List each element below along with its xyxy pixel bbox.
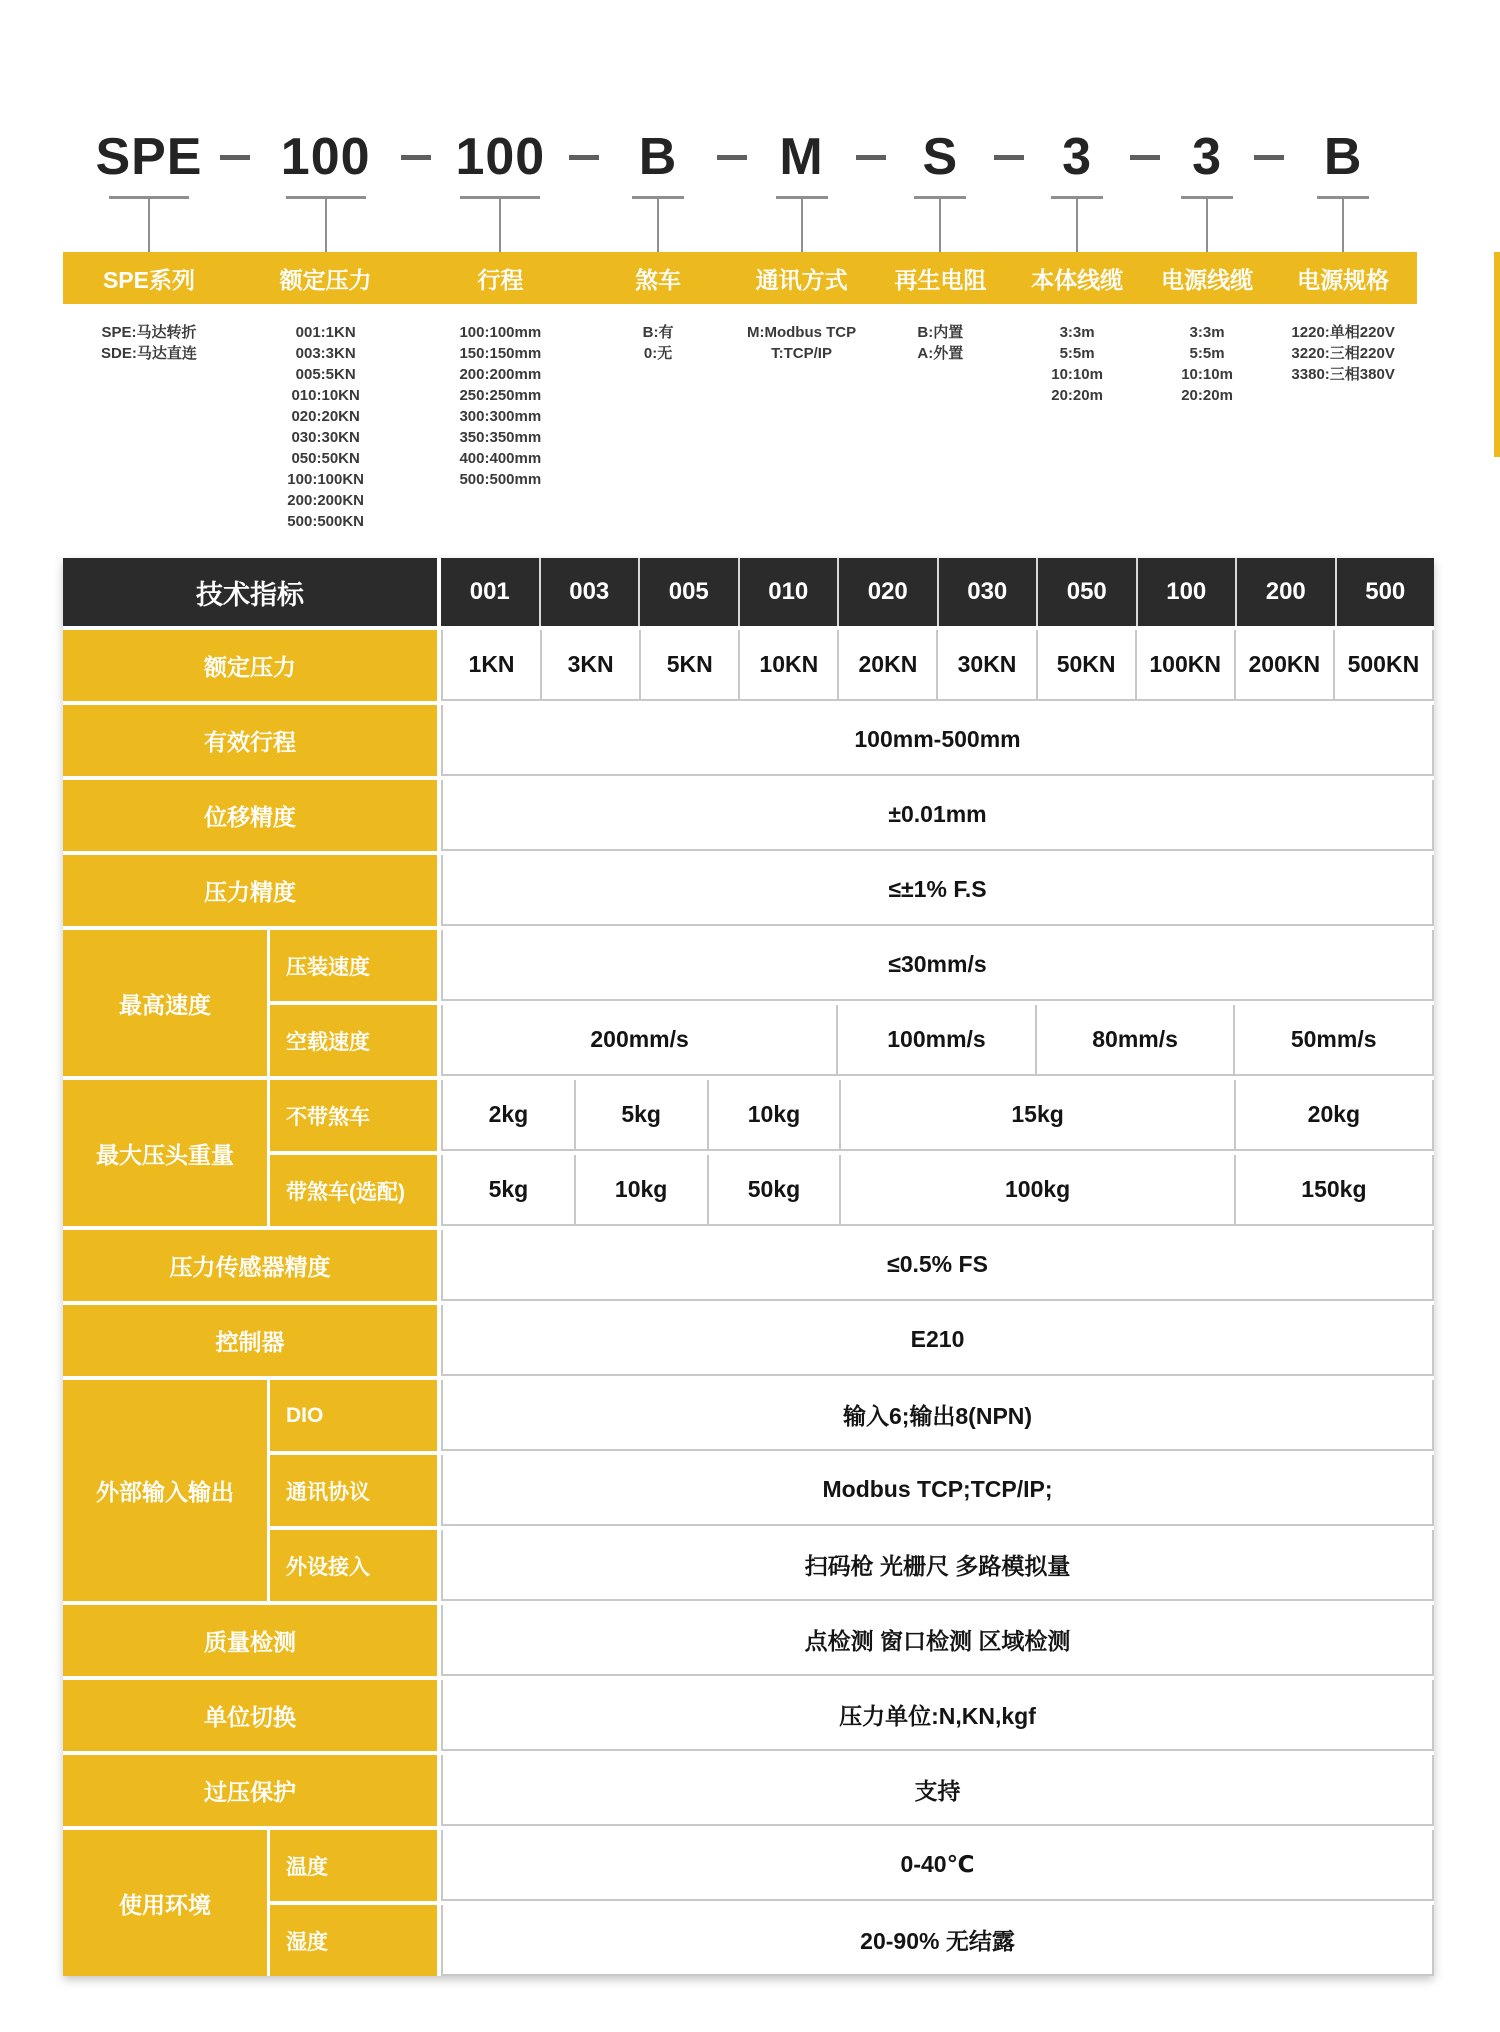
- category-label: 电源线缆: [1145, 252, 1270, 304]
- header-columns: [441, 558, 1434, 626]
- row-cell: 5KN: [641, 630, 740, 699]
- row-cell: 点检测 窗口检测 区域检测: [443, 1605, 1434, 1674]
- row-cells: [441, 1680, 1434, 1751]
- option-item: 100:100KN: [287, 471, 365, 488]
- option-item: 10:10m: [1051, 366, 1103, 383]
- row-label: 压力精度: [63, 855, 437, 926]
- sub-row-label: 温度: [270, 1830, 437, 1901]
- code-segment: SPE: [95, 128, 203, 186]
- group-label: 外部输入输出: [63, 1380, 267, 1601]
- sub-row: [270, 1455, 1434, 1526]
- option-item: B:内置: [917, 324, 964, 341]
- option-item: B:有: [642, 324, 674, 341]
- row-cell: 50KN: [1038, 630, 1137, 699]
- option-list: [871, 304, 1009, 532]
- row-cell: 50kg: [709, 1155, 842, 1224]
- category-label: 行程: [416, 252, 584, 304]
- marker-vline: [801, 199, 803, 252]
- option-item: 050:50KN: [291, 450, 360, 467]
- sub-row-label: 外设接入: [270, 1530, 437, 1601]
- option-item: 20:20m: [1181, 387, 1233, 404]
- code-segment: B: [638, 128, 678, 186]
- row-cell: 100mm-500mm: [443, 705, 1434, 774]
- row-cells: [441, 1230, 1434, 1301]
- code-dash: [569, 155, 599, 160]
- row-cell: 80mm/s: [1037, 1005, 1236, 1074]
- row-cell: ≤30mm/s: [443, 930, 1434, 999]
- code-dash: [1130, 155, 1160, 160]
- row-cells: [441, 780, 1434, 851]
- marker-vline: [1342, 199, 1344, 252]
- row-cell: ±0.01mm: [443, 780, 1434, 849]
- sub-row: [270, 930, 1434, 1001]
- spec-row: [63, 630, 1434, 701]
- header-col: 020: [837, 558, 937, 626]
- option-item: 150:150mm: [459, 345, 542, 362]
- sub-row: [270, 1830, 1434, 1901]
- code-dash: [401, 155, 431, 160]
- option-item: 001:1KN: [295, 324, 356, 341]
- row-cell: 3KN: [542, 630, 641, 699]
- header-col: 200: [1235, 558, 1335, 626]
- group-label: 使用环境: [63, 1830, 267, 1976]
- spec-row: [63, 1605, 1434, 1676]
- row-cells: [441, 855, 1434, 926]
- row-cell: 500KN: [1335, 630, 1434, 699]
- row-cell: 1KN: [443, 630, 542, 699]
- code-marker: [416, 196, 584, 252]
- code-segment: 100: [455, 128, 546, 186]
- option-list: [732, 304, 871, 532]
- group-row: [63, 930, 1434, 1076]
- row-label: 有效行程: [63, 705, 437, 776]
- marker-vline: [939, 199, 941, 252]
- row-cell: 5kg: [443, 1155, 576, 1224]
- row-cells: [441, 630, 1434, 701]
- code-dash: [717, 155, 747, 160]
- code-segment: M: [779, 128, 824, 186]
- row-label: 额定压力: [63, 630, 437, 701]
- code-segment: S: [922, 128, 959, 186]
- code-marker: [63, 196, 235, 252]
- code-dash: [994, 155, 1024, 160]
- option-item: 1220:单相220V: [1291, 324, 1395, 341]
- sub-row-label: 不带煞车: [270, 1080, 437, 1151]
- code-dash: [856, 155, 886, 160]
- row-cell: 20KN: [839, 630, 938, 699]
- option-item: 200:200KN: [287, 492, 365, 509]
- option-item: 350:350mm: [459, 429, 542, 446]
- row-cells: [441, 1080, 1434, 1151]
- option-list: [63, 304, 235, 532]
- code-dash: [220, 155, 250, 160]
- row-label: 压力传感器精度: [63, 1230, 437, 1301]
- accent-strip: [1494, 252, 1500, 457]
- option-item: 300:300mm: [459, 408, 542, 425]
- row-cell: 支持: [443, 1755, 1434, 1824]
- sub-row: [270, 1905, 1434, 1976]
- group-label: 最高速度: [63, 930, 267, 1076]
- row-cell: 100KN: [1137, 630, 1236, 699]
- row-cell: E210: [443, 1305, 1434, 1374]
- code-marker: [732, 196, 871, 252]
- row-cells: [441, 1455, 1434, 1526]
- category-label: 通讯方式: [732, 252, 871, 304]
- header-col: 100: [1136, 558, 1236, 626]
- code-marker: [235, 196, 416, 252]
- header-col: 003: [539, 558, 639, 626]
- option-item: 020:20KN: [291, 408, 360, 425]
- option-item: 100:100mm: [459, 324, 542, 341]
- row-cell: 输入6;输出8(NPN): [443, 1380, 1434, 1449]
- option-item: 010:10KN: [291, 387, 360, 404]
- row-cells: [441, 1755, 1434, 1826]
- row-cell: Modbus TCP;TCP/IP;: [443, 1455, 1434, 1524]
- option-item: 3:3m: [1189, 324, 1225, 341]
- spec-row: [63, 705, 1434, 776]
- group-label: 最大压头重量: [63, 1080, 267, 1226]
- sub-row: [270, 1080, 1434, 1151]
- group-subrows: [270, 1830, 1434, 1976]
- group-subrows: [270, 930, 1434, 1076]
- option-item: 3:3m: [1059, 324, 1095, 341]
- row-cells: [441, 705, 1434, 776]
- option-list: [1269, 304, 1417, 532]
- spec-row: [63, 855, 1434, 926]
- row-cell: 5kg: [576, 1080, 709, 1149]
- row-cells: [441, 1830, 1434, 1901]
- row-cells: [441, 1605, 1434, 1676]
- spec-row: [63, 1230, 1434, 1301]
- row-cell: 0-40℃: [443, 1830, 1434, 1899]
- code-marker: [871, 196, 1009, 252]
- option-item: 400:400mm: [459, 450, 542, 467]
- row-cell: 150kg: [1236, 1155, 1434, 1224]
- row-cell: ≤0.5% FS: [443, 1230, 1434, 1299]
- header-col: 050: [1036, 558, 1136, 626]
- row-cell: 10kg: [709, 1080, 842, 1149]
- option-item: 10:10m: [1181, 366, 1233, 383]
- option-list: [1009, 304, 1144, 532]
- category-label: 额定压力: [235, 252, 416, 304]
- group-subrows: [270, 1380, 1434, 1601]
- sub-row: [270, 1155, 1434, 1226]
- row-cell: 10kg: [576, 1155, 709, 1224]
- spec-table-header: [63, 558, 1434, 626]
- code-segment: 3: [1192, 128, 1223, 186]
- category-label: 电源规格: [1269, 252, 1417, 304]
- option-item: 0:无: [643, 345, 673, 362]
- row-cell: 50mm/s: [1235, 1005, 1434, 1074]
- row-cells: [441, 930, 1434, 1001]
- option-item: M:Modbus TCP: [746, 324, 857, 341]
- option-item: SDE:马达直连: [101, 345, 197, 362]
- model-code-grid: [63, 118, 1417, 532]
- model-code-section: [63, 118, 1417, 532]
- sub-row-label: 压装速度: [270, 930, 437, 1001]
- code-marker: [1145, 196, 1270, 252]
- row-cell: 2kg: [443, 1080, 576, 1149]
- row-label: 控制器: [63, 1305, 437, 1376]
- option-item: 005:5KN: [295, 366, 356, 383]
- spec-row: [63, 1755, 1434, 1826]
- category-label: 再生电阻: [871, 252, 1009, 304]
- option-item: 5:5m: [1189, 345, 1225, 362]
- code-segment: 100: [280, 128, 371, 186]
- group-row: [63, 1830, 1434, 1976]
- option-item: 500:500KN: [287, 513, 365, 530]
- sub-row-label: 湿度: [270, 1905, 437, 1976]
- row-cell: ≤±1% F.S: [443, 855, 1434, 924]
- group-row: [63, 1080, 1434, 1226]
- row-cells: [441, 1305, 1434, 1376]
- code-marker: [584, 196, 732, 252]
- row-cells: [441, 1905, 1434, 1976]
- row-cells: [441, 1530, 1434, 1601]
- option-item: 500:500mm: [459, 471, 542, 488]
- sub-row: [270, 1530, 1434, 1601]
- option-item: 20:20m: [1051, 387, 1103, 404]
- row-label: 质量检测: [63, 1605, 437, 1676]
- option-item: SPE:马达转折: [101, 324, 197, 341]
- row-cells: [441, 1005, 1434, 1076]
- row-cell: 20-90% 无结露: [443, 1905, 1434, 1974]
- option-item: 3220:三相220V: [1291, 345, 1395, 362]
- option-item: 250:250mm: [459, 387, 542, 404]
- header-col: 001: [469, 578, 510, 605]
- row-cell: 200mm/s: [443, 1005, 838, 1074]
- sub-row-label: 通讯协议: [270, 1455, 437, 1526]
- option-list: [1145, 304, 1270, 532]
- row-cell: 20kg: [1236, 1080, 1434, 1149]
- category-label: 本体线缆: [1009, 252, 1144, 304]
- option-list: [416, 304, 584, 532]
- code-dash: [1254, 155, 1284, 160]
- code-marker: [1009, 196, 1144, 252]
- sub-row-label: 空载速度: [270, 1005, 437, 1076]
- marker-vline: [499, 199, 501, 252]
- code-segment: 3: [1062, 128, 1093, 186]
- row-cell: 扫码枪 光栅尺 多路模拟量: [443, 1530, 1434, 1599]
- row-cell: 100mm/s: [838, 1005, 1037, 1074]
- spec-row: [63, 1305, 1434, 1376]
- row-label: 单位切换: [63, 1680, 437, 1751]
- marker-vline: [1206, 199, 1208, 252]
- row-cell: 10KN: [740, 630, 839, 699]
- group-subrows: [270, 1080, 1434, 1226]
- row-cell: 30KN: [938, 630, 1037, 699]
- option-item: A:外置: [917, 345, 964, 362]
- row-label: 位移精度: [63, 780, 437, 851]
- row-cells: [441, 1380, 1434, 1451]
- option-list: [584, 304, 732, 532]
- option-item: 3380:三相380V: [1291, 366, 1395, 383]
- row-cells: [441, 1155, 1434, 1226]
- marker-vline: [148, 199, 150, 252]
- marker-vline: [325, 199, 327, 252]
- marker-vline: [657, 199, 659, 252]
- sub-row-label: 带煞车(选配): [270, 1155, 437, 1226]
- option-item: 003:3KN: [295, 345, 356, 362]
- spec-table: [63, 558, 1434, 1976]
- marker-vline: [1076, 199, 1078, 252]
- header-col: 010: [738, 558, 838, 626]
- option-item: 200:200mm: [459, 366, 542, 383]
- group-row: [63, 1380, 1434, 1601]
- header-col: 500: [1335, 558, 1435, 626]
- header-col: 005: [638, 558, 738, 626]
- category-label: SPE系列: [63, 252, 235, 304]
- header-col: 030: [937, 558, 1037, 626]
- option-list: [235, 304, 416, 532]
- category-label: 煞车: [584, 252, 732, 304]
- row-label: 过压保护: [63, 1755, 437, 1826]
- option-item: T:TCP/IP: [771, 345, 832, 362]
- spec-row: [63, 780, 1434, 851]
- row-cell: 100kg: [841, 1155, 1235, 1224]
- header-label: 技术指标: [63, 558, 437, 626]
- option-item: 5:5m: [1059, 345, 1095, 362]
- sub-row: [270, 1005, 1434, 1076]
- row-cell: 压力单位:N,KN,kgf: [443, 1680, 1434, 1749]
- code-segment: B: [1323, 128, 1363, 186]
- code-marker: [1269, 196, 1417, 252]
- row-cell: 15kg: [841, 1080, 1235, 1149]
- sub-row-label: DIO: [270, 1380, 437, 1451]
- spec-row: [63, 1680, 1434, 1751]
- option-item: 030:30KN: [291, 429, 360, 446]
- sub-row: [270, 1380, 1434, 1451]
- row-cell: 200KN: [1236, 630, 1335, 699]
